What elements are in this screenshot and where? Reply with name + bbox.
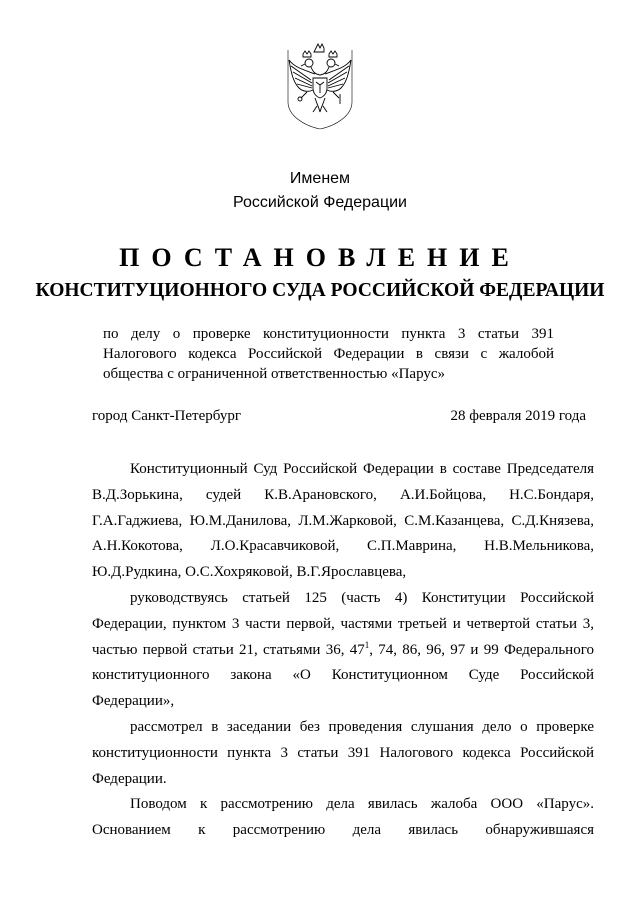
body-line: конституционного закона «О Конституционном Суде Российской [92,667,594,684]
body-line: Основанием к рассмотрению дела явилась обнаружившаяся [92,822,594,839]
body-line: руководствуясь статьей 125 (часть 4) Конституции Российской [130,589,594,606]
body-line: Поводом к рассмотрению дела явилась жалоба ООО «Парус». [130,796,594,813]
preface-line-2: Российской Федерации [233,194,407,211]
body-line: В.Д.Зорькина, судей К.В.Арановского, А.И.Бойцова, Н.С.Бондаря, [92,486,594,503]
body-line: рассмотрел в заседании без проведения слушания дело о проверке [130,718,594,735]
body-line: конституционности пункта 3 статьи 391 Налогового кодекса Российской [92,744,594,761]
subject-line: общества с ограниченной ответственностью «Парус» [103,366,446,382]
date: 28 февраля 2019 года [450,408,586,424]
body-line: Федерации. [92,770,167,787]
document-title: ПОСТАНОВЛЕНИЕ [119,243,521,272]
body-line [92,638,594,664]
body-line: А.Н.Кокотова, Л.О.Красавчиковой, С.П.Маврина, Н.В.Мельникова, [92,538,594,555]
preface-line-1: Именем [289,170,351,187]
case-subject [103,324,554,384]
body-line: Федерации», [92,693,175,710]
body-line-part: частью первой статьи 21, статьями 36, 47 [92,641,365,658]
court-title: КОНСТИТУЦИОННОГО СУДА РОССИЙСКОЙ ФЕДЕРАЦИИ [35,280,605,301]
body-line: Ю.Д.Рудкина, О.С.Хохряковой, В.Г.Ярославцева, [92,564,407,581]
place: город Санкт-Петербург [92,408,241,424]
superscript: 1 [364,639,370,650]
coat-of-arms-icon [285,42,355,130]
subject-line: Налогового кодекса Российской Федерации в связи с жалобой [103,346,554,362]
body-line: Конституционный Суд Российской Федерации в составе Председателя [130,461,594,477]
body-text [92,457,594,844]
subject-line: по делу о проверке конституционности пункта 3 статьи 391 [103,326,554,342]
body-line-part: , 74, 86, 96, 97 и 99 Федерального [369,641,594,658]
body-line: Г.А.Гаджиева, Ю.М.Данилова, Л.М.Жарковой, С.М.Казанцева, С.Д.Князева, [92,512,594,529]
body-line: Федерации, пунктом 3 части первой, частями третьей и четвертой статьи 3, [92,615,594,632]
